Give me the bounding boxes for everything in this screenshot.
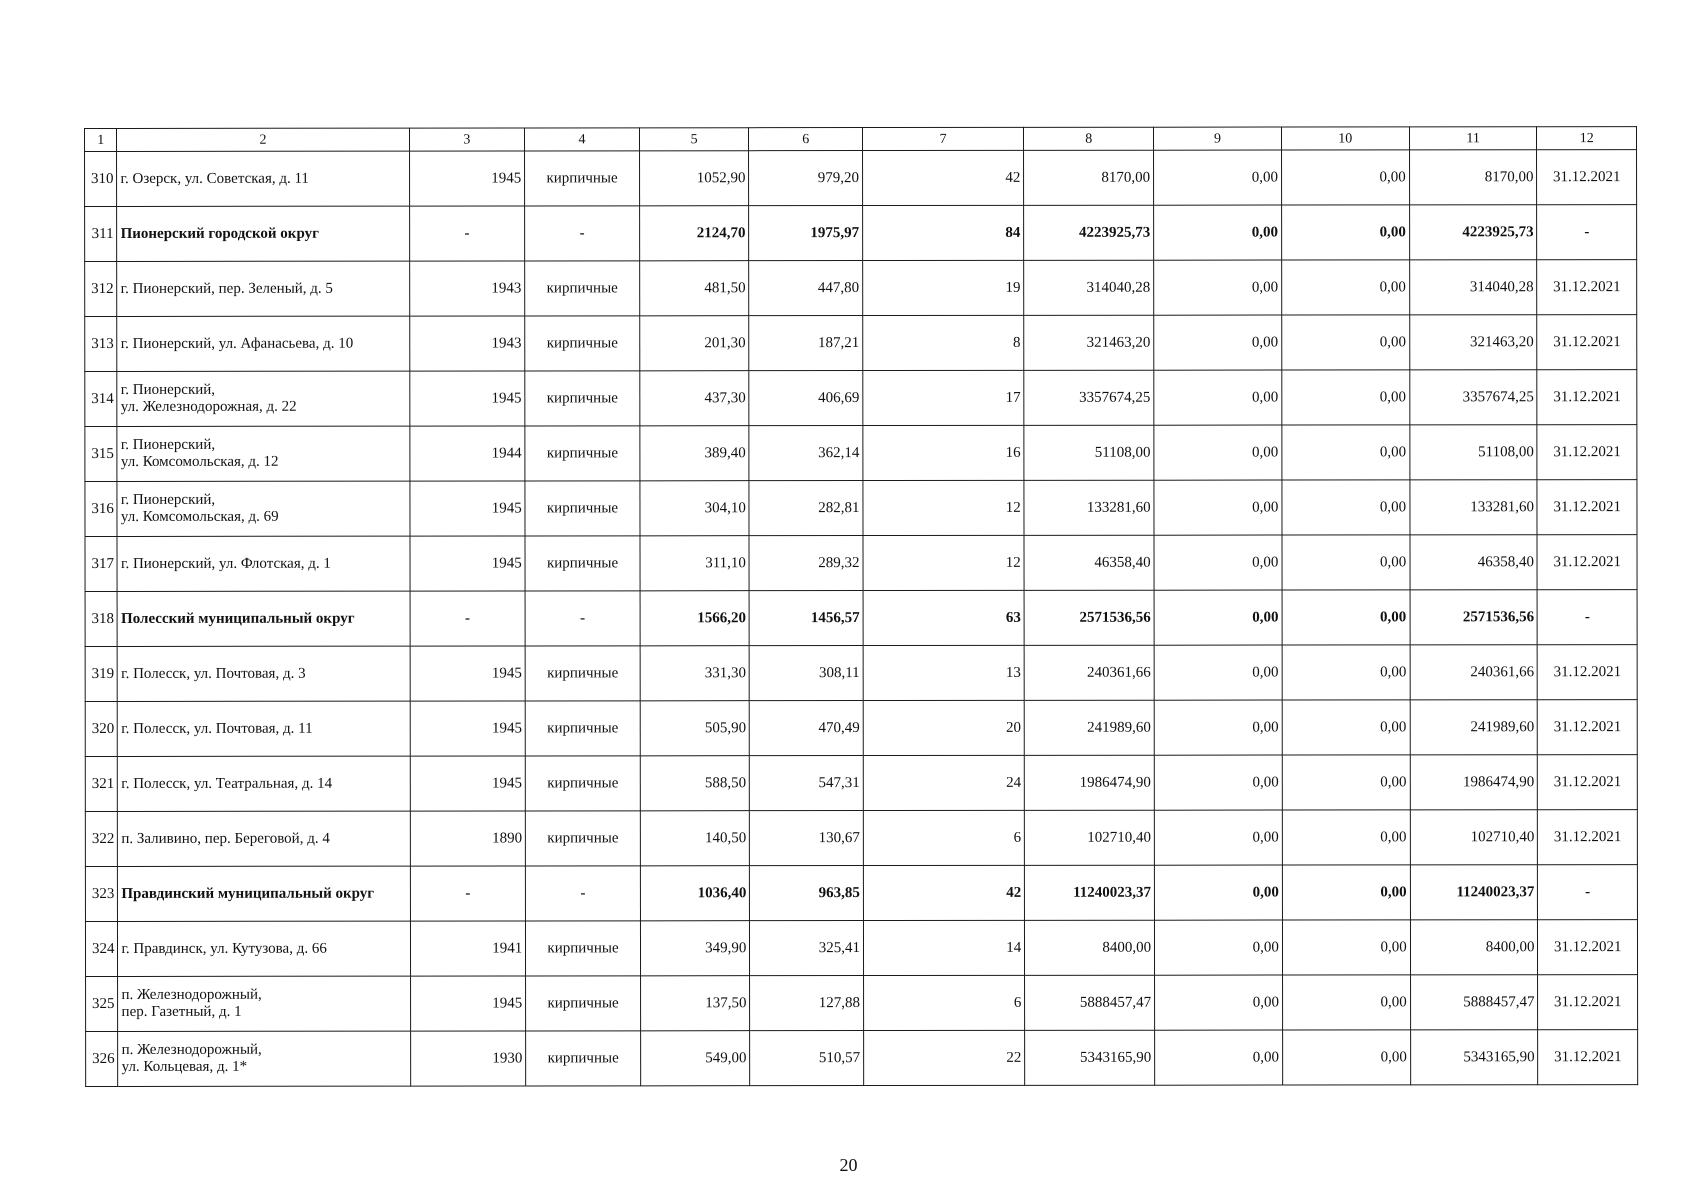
wall-material-cell: кирпичные: [525, 701, 640, 756]
budget-cost-cell: 0,00: [1282, 975, 1410, 1030]
residents-cell: 13: [863, 645, 1024, 700]
budget-cost-cell: 0,00: [1282, 1030, 1410, 1085]
total-cost-cell: 11240023,37: [1025, 865, 1155, 920]
table-row: [85, 425, 1637, 482]
column-number: 10: [1281, 127, 1409, 150]
wall-material-cell: -: [526, 866, 641, 921]
address-cell: г. Пионерский, ул. Комсомольская, д. 12: [117, 426, 409, 481]
residents-cell: 22: [864, 1030, 1025, 1085]
budget-cost-cell: 0,00: [1282, 370, 1410, 425]
column-number: 2: [117, 128, 409, 151]
row-number: 314: [85, 371, 118, 426]
budget-cost-cell: 0,00: [1282, 590, 1410, 645]
district-total-row: [85, 865, 1637, 922]
owners-cost-cell: 240361,66: [1410, 645, 1538, 700]
residents-cell: 6: [863, 810, 1024, 865]
fund-cost-cell: 0,00: [1154, 480, 1282, 535]
total-area-cell: 481,50: [639, 261, 749, 316]
total-cost-cell: 314040,28: [1024, 260, 1154, 315]
table-row: [85, 920, 1637, 977]
total-cost-cell: 4223925,73: [1024, 205, 1154, 260]
total-cost-cell: 5343165,90: [1025, 1030, 1155, 1085]
living-area-cell: 325,41: [750, 921, 864, 976]
fund-cost-cell: 0,00: [1155, 975, 1283, 1030]
deadline-cell: -: [1538, 590, 1638, 645]
budget-cost-cell: 0,00: [1282, 315, 1410, 370]
column-number: 5: [639, 128, 749, 151]
owners-cost-cell: 5888457,47: [1410, 975, 1538, 1030]
owners-cost-cell: 133281,60: [1410, 480, 1538, 535]
budget-cost-cell: 0,00: [1282, 425, 1410, 480]
address-cell: Правдинский муниципальный округ: [118, 866, 410, 921]
living-area-cell: 282,81: [749, 481, 863, 536]
fund-cost-cell: 0,00: [1154, 315, 1282, 370]
owners-cost-cell: 321463,20: [1409, 315, 1537, 370]
fund-cost-cell: 0,00: [1154, 535, 1282, 590]
column-number: 9: [1154, 127, 1282, 150]
column-number: 12: [1537, 127, 1637, 150]
budget-cost-cell: 0,00: [1282, 755, 1410, 810]
budget-cost-cell: 0,00: [1281, 205, 1409, 260]
residents-cell: 84: [863, 205, 1024, 260]
row-number: 320: [85, 701, 118, 756]
budget-cost-cell: 0,00: [1282, 260, 1410, 315]
living-area-cell: 1456,57: [749, 591, 863, 646]
fund-cost-cell: 0,00: [1154, 205, 1282, 260]
total-cost-cell: 46358,40: [1024, 535, 1154, 590]
year-cell: 1945: [410, 481, 526, 536]
row-number: 318: [85, 591, 118, 646]
deadline-cell: 31.12.2021: [1537, 150, 1637, 205]
total-cost-cell: 321463,20: [1024, 315, 1154, 370]
wall-material-cell: кирпичные: [526, 976, 641, 1031]
address-cell: г. Полесск, ул. Почтовая, д. 3: [118, 646, 410, 701]
year-cell: -: [410, 591, 526, 646]
fund-cost-cell: 0,00: [1154, 645, 1282, 700]
residents-cell: 42: [863, 865, 1024, 920]
table-row: [85, 480, 1637, 537]
living-area-cell: 447,80: [749, 261, 863, 316]
district-total-row: [85, 205, 1637, 262]
table-body: [85, 127, 1638, 1087]
deadline-cell: -: [1538, 865, 1638, 920]
deadline-cell: 31.12.2021: [1537, 425, 1637, 480]
row-number: 322: [85, 811, 118, 866]
fund-cost-cell: 0,00: [1154, 755, 1282, 810]
year-cell: 1945: [410, 701, 526, 756]
table-row: [85, 370, 1637, 427]
deadline-cell: 31.12.2021: [1537, 480, 1637, 535]
wall-material-cell: кирпичные: [525, 316, 640, 371]
address-cell: п. Железнодорожный, пер. Газетный, д. 1: [118, 976, 410, 1031]
column-number: 8: [1024, 127, 1154, 150]
fund-cost-cell: 0,00: [1155, 920, 1283, 975]
year-cell: -: [410, 866, 526, 921]
table-row: [85, 150, 1637, 207]
wall-material-cell: кирпичные: [525, 426, 640, 481]
total-area-cell: 1036,40: [640, 866, 750, 921]
column-number: 3: [409, 128, 525, 151]
fund-cost-cell: 0,00: [1154, 865, 1282, 920]
row-number: 321: [85, 756, 118, 811]
year-cell: 1945: [409, 151, 525, 206]
residents-cell: 19: [863, 260, 1024, 315]
address-cell: г. Полесск, ул. Театральная, д. 14: [118, 756, 410, 811]
total-cost-cell: 3357674,25: [1024, 370, 1154, 425]
fund-cost-cell: 0,00: [1154, 810, 1282, 865]
total-cost-cell: 5888457,47: [1025, 975, 1155, 1030]
living-area-cell: 979,20: [749, 151, 863, 206]
wall-material-cell: -: [525, 591, 640, 646]
residents-cell: 42: [863, 150, 1024, 205]
wall-material-cell: кирпичные: [526, 1031, 641, 1086]
total-area-cell: 1566,20: [640, 591, 750, 646]
budget-cost-cell: 0,00: [1282, 920, 1410, 975]
total-area-cell: 1052,90: [639, 151, 749, 206]
living-area-cell: 308,11: [750, 646, 864, 701]
wall-material-cell: кирпичные: [525, 646, 640, 701]
page-number: 20: [839, 1155, 858, 1175]
fund-cost-cell: 0,00: [1154, 700, 1282, 755]
living-area-cell: 127,88: [750, 976, 864, 1031]
row-number: 326: [86, 1031, 119, 1086]
budget-cost-cell: 0,00: [1282, 645, 1410, 700]
residents-cell: 20: [863, 700, 1024, 755]
deadline-cell: 31.12.2021: [1538, 700, 1638, 755]
residents-cell: 63: [863, 590, 1024, 645]
row-number: 310: [85, 151, 118, 206]
owners-cost-cell: 51108,00: [1410, 425, 1538, 480]
budget-cost-cell: 0,00: [1282, 700, 1410, 755]
living-area-cell: 406,69: [749, 371, 863, 426]
address-cell: г. Пионерский, ул. Флотская, д. 1: [117, 536, 409, 591]
owners-cost-cell: 3357674,25: [1409, 370, 1537, 425]
column-number: 6: [749, 128, 863, 151]
total-cost-cell: 2571536,56: [1024, 590, 1154, 645]
address-cell: г. Пионерский, ул. Железнодорожная, д. 22: [117, 371, 409, 426]
row-number: 315: [85, 426, 118, 481]
table-row: [85, 535, 1637, 592]
living-area-cell: 130,67: [750, 811, 864, 866]
fund-cost-cell: 0,00: [1154, 425, 1282, 480]
row-number: 313: [85, 316, 118, 371]
total-area-cell: 349,90: [640, 921, 750, 976]
total-area-cell: 331,30: [640, 646, 750, 701]
total-cost-cell: 133281,60: [1024, 480, 1154, 535]
row-number: 325: [86, 976, 119, 1031]
year-cell: -: [409, 206, 525, 261]
deadline-cell: 31.12.2021: [1538, 975, 1638, 1030]
total-cost-cell: 241989,60: [1024, 700, 1154, 755]
owners-cost-cell: 102710,40: [1410, 810, 1538, 865]
deadline-cell: 31.12.2021: [1537, 315, 1637, 370]
deadline-cell: 31.12.2021: [1538, 645, 1638, 700]
residents-cell: 17: [863, 370, 1024, 425]
total-area-cell: 505,90: [640, 701, 750, 756]
table-row: [86, 1030, 1638, 1087]
total-area-cell: 2124,70: [639, 206, 749, 261]
table-row: [86, 975, 1638, 1032]
total-area-cell: 137,50: [640, 976, 750, 1031]
total-area-cell: 304,10: [640, 481, 750, 536]
total-cost-cell: 1986474,90: [1025, 755, 1155, 810]
year-cell: 1943: [409, 261, 525, 316]
budget-cost-cell: 0,00: [1282, 480, 1410, 535]
total-area-cell: 389,40: [640, 426, 750, 481]
deadline-cell: 31.12.2021: [1537, 370, 1637, 425]
total-cost-cell: 240361,66: [1024, 645, 1154, 700]
owners-cost-cell: 241989,60: [1410, 700, 1538, 755]
deadline-cell: 31.12.2021: [1538, 1030, 1638, 1085]
row-number: 312: [85, 261, 118, 316]
owners-cost-cell: 2571536,56: [1410, 590, 1538, 645]
wall-material-cell: кирпичные: [525, 371, 640, 426]
row-number: 319: [85, 646, 118, 701]
living-area-cell: 362,14: [749, 426, 863, 481]
row-number: 317: [85, 536, 118, 591]
year-cell: 1890: [410, 811, 526, 866]
owners-cost-cell: 1986474,90: [1410, 755, 1538, 810]
address-cell: п. Заливино, пер. Береговой, д. 4: [118, 811, 410, 866]
district-total-row: [85, 590, 1637, 647]
deadline-cell: 31.12.2021: [1537, 260, 1637, 315]
fund-cost-cell: 0,00: [1154, 370, 1282, 425]
budget-cost-cell: 0,00: [1282, 810, 1410, 865]
wall-material-cell: кирпичные: [525, 261, 640, 316]
owners-cost-cell: 11240023,37: [1410, 865, 1538, 920]
column-number: 1: [85, 128, 117, 151]
year-cell: 1945: [410, 646, 526, 701]
owners-cost-cell: 8170,00: [1409, 150, 1537, 205]
deadline-cell: 31.12.2021: [1538, 810, 1638, 865]
living-area-cell: 1975,97: [749, 206, 863, 261]
column-number: 4: [525, 128, 640, 151]
table-row: [85, 260, 1637, 317]
deadline-cell: 31.12.2021: [1537, 535, 1637, 590]
wall-material-cell: кирпичные: [525, 481, 640, 536]
total-area-cell: 437,30: [640, 371, 750, 426]
year-cell: 1930: [410, 1031, 526, 1086]
owners-cost-cell: 314040,28: [1409, 260, 1537, 315]
year-cell: 1945: [409, 371, 525, 426]
total-area-cell: 201,30: [640, 316, 750, 371]
row-number: 311: [85, 206, 118, 261]
owners-cost-cell: 5343165,90: [1410, 1030, 1538, 1085]
address-cell: п. Железнодорожный, ул. Кольцевая, д. 1*: [118, 1031, 410, 1086]
fund-cost-cell: 0,00: [1154, 150, 1282, 205]
living-area-cell: 547,31: [750, 756, 864, 811]
address-cell: г. Полесск, ул. Почтовая, д. 11: [118, 701, 410, 756]
fund-cost-cell: 0,00: [1154, 260, 1282, 315]
row-number: 323: [85, 866, 118, 921]
year-cell: 1945: [410, 756, 526, 811]
residents-cell: 12: [863, 480, 1024, 535]
address-cell: г. Пионерский, ул. Афанасьева, д. 10: [117, 316, 409, 371]
living-area-cell: 187,21: [749, 316, 863, 371]
residents-cell: 24: [863, 755, 1024, 810]
budget-cost-cell: 0,00: [1282, 535, 1410, 590]
fund-cost-cell: 0,00: [1155, 1030, 1283, 1085]
budget-cost-cell: 0,00: [1282, 865, 1410, 920]
year-cell: 1945: [410, 536, 526, 591]
total-area-cell: 549,00: [640, 1031, 750, 1086]
address-cell: Полесский муниципальный округ: [118, 591, 410, 646]
address-cell: г. Пионерский, пер. Зеленый, д. 5: [117, 261, 409, 316]
table-row: [85, 810, 1637, 867]
address-cell: г. Пионерский, ул. Комсомольская, д. 69: [117, 481, 409, 536]
living-area-cell: 963,85: [750, 866, 864, 921]
owners-cost-cell: 46358,40: [1410, 535, 1538, 590]
year-cell: 1941: [410, 921, 526, 976]
residents-cell: 6: [864, 975, 1025, 1030]
deadline-cell: -: [1537, 205, 1637, 260]
owners-cost-cell: 4223925,73: [1409, 205, 1537, 260]
deadline-cell: 31.12.2021: [1538, 920, 1638, 975]
fund-cost-cell: 0,00: [1154, 590, 1282, 645]
wall-material-cell: -: [525, 206, 640, 261]
living-area-cell: 470,49: [750, 701, 864, 756]
residents-cell: 8: [863, 315, 1024, 370]
year-cell: 1943: [409, 316, 525, 371]
table-row: [85, 645, 1637, 702]
column-number: 7: [862, 127, 1023, 150]
total-cost-cell: 8400,00: [1025, 920, 1155, 975]
residents-cell: 16: [863, 425, 1024, 480]
total-cost-cell: 51108,00: [1024, 425, 1154, 480]
year-cell: 1944: [409, 426, 525, 481]
table-row: [85, 315, 1637, 372]
wall-material-cell: кирпичные: [525, 151, 640, 206]
row-number: 324: [85, 921, 118, 976]
wall-material-cell: кирпичные: [526, 921, 641, 976]
deadline-cell: 31.12.2021: [1538, 755, 1638, 810]
total-cost-cell: 102710,40: [1025, 810, 1155, 865]
wall-material-cell: кирпичные: [526, 811, 641, 866]
row-number: 316: [85, 481, 118, 536]
column-number-row: [85, 127, 1637, 152]
column-number: 11: [1409, 127, 1537, 150]
living-area-cell: 510,57: [750, 1031, 864, 1086]
budget-cost-cell: 0,00: [1281, 150, 1409, 205]
address-cell: Пионерский городской округ: [117, 206, 409, 261]
residents-cell: 12: [863, 535, 1024, 590]
table-row: [85, 700, 1637, 757]
residents-cell: 14: [863, 920, 1024, 975]
housing-register-table: [84, 126, 1638, 1087]
total-area-cell: 588,50: [640, 756, 750, 811]
owners-cost-cell: 8400,00: [1410, 920, 1538, 975]
total-cost-cell: 8170,00: [1024, 150, 1154, 205]
address-cell: г. Правдинск, ул. Кутузова, д. 66: [118, 921, 410, 976]
total-area-cell: 140,50: [640, 811, 750, 866]
total-area-cell: 311,10: [640, 536, 750, 591]
year-cell: 1945: [410, 976, 526, 1031]
living-area-cell: 289,32: [749, 536, 863, 591]
wall-material-cell: кирпичные: [525, 536, 640, 591]
address-cell: г. Озерск, ул. Советская, д. 11: [117, 151, 409, 206]
wall-material-cell: кирпичные: [525, 756, 640, 811]
table-row: [85, 755, 1637, 812]
